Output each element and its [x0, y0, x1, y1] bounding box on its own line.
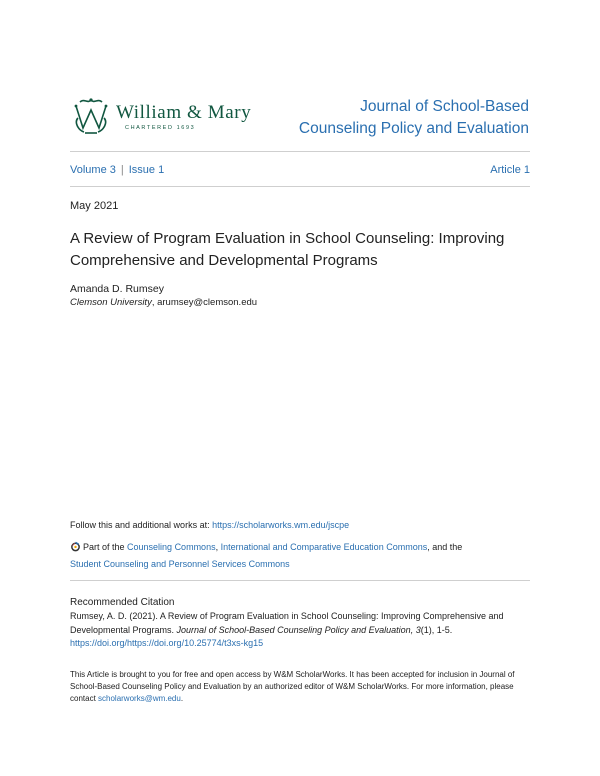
issue-link[interactable]: Issue 1	[128, 164, 165, 176]
author-email: , arumsey@clemson.edu	[151, 297, 258, 308]
cypher-crest-icon	[72, 96, 110, 136]
divider-bottom	[70, 580, 530, 581]
publication-date: May 2021	[70, 200, 119, 212]
citation-end: (1), 1-5.	[420, 624, 453, 635]
part-of-prefix: Part of the	[83, 542, 128, 552]
part-of-sep2: , and the	[427, 542, 463, 552]
part-of-disciplines	[70, 539, 530, 573]
citation-start: Rumsey, A. D. (2021). A Review of Program Evaluation in School Counseling: Improving Comprehensive and Developmental Programs.	[70, 611, 504, 635]
student-counseling-commons-link[interactable]: Student Counseling and Personnel Services Commons	[70, 559, 290, 569]
separator: |	[120, 164, 124, 176]
author-affiliation	[70, 297, 257, 308]
william-mary-logo	[72, 96, 287, 138]
author-institution: Clemson University	[70, 297, 152, 308]
access-statement-end: .	[180, 694, 184, 703]
author-name: Amanda D. Rumsey	[70, 283, 164, 295]
doi-link[interactable]: https://doi.org/https://doi.org/10.25774/t3xs-kg15	[70, 638, 264, 648]
follow-url-link[interactable]: https://scholarworks.wm.edu/jscpe	[212, 520, 350, 530]
citation-journal: Journal of School-Based Counseling Policy and Evaluation, 3	[176, 624, 421, 635]
volume-issue	[70, 164, 164, 176]
follow-text: Follow this and additional works at:	[70, 520, 213, 530]
logo-chartered: CHARTERED 1693	[125, 125, 196, 131]
journal-title-line1[interactable]: Journal of School-Based	[360, 98, 529, 115]
part-of-sep1: ,	[215, 542, 221, 552]
logo-wordmark: William & Mary	[116, 102, 252, 123]
access-statement-text: This Article is brought to you for free and open access by W&M ScholarWorks. It has been accepted for inclusion in Journal of School-Based Counseling Policy and Evaluation by an authorized editor of W&M ScholarWorks. For more information, please contact	[70, 670, 515, 703]
divider-middle	[70, 186, 530, 187]
recommended-citation-text	[70, 610, 535, 651]
open-access-icon	[70, 541, 81, 552]
access-statement	[70, 669, 535, 705]
article-title[interactable]: A Review of Program Evaluation in School Counseling: Improving Comprehensive and Developmental Programs	[70, 230, 505, 269]
volume-link[interactable]: Volume 3	[70, 164, 116, 176]
article-number[interactable]: Article 1	[490, 164, 530, 176]
journal-title-line2[interactable]: Counseling Policy and Evaluation	[298, 120, 529, 137]
counseling-commons-link[interactable]: Counseling Commons	[127, 542, 216, 552]
journal-title[interactable]	[269, 96, 529, 140]
international-education-commons-link[interactable]: International and Comparative Education Commons	[220, 542, 428, 552]
follow-line	[70, 520, 349, 530]
contact-email-link[interactable]: scholarworks@wm.edu	[98, 694, 181, 703]
divider-top	[70, 151, 530, 152]
recommended-citation-heading: Recommended Citation	[70, 597, 175, 608]
